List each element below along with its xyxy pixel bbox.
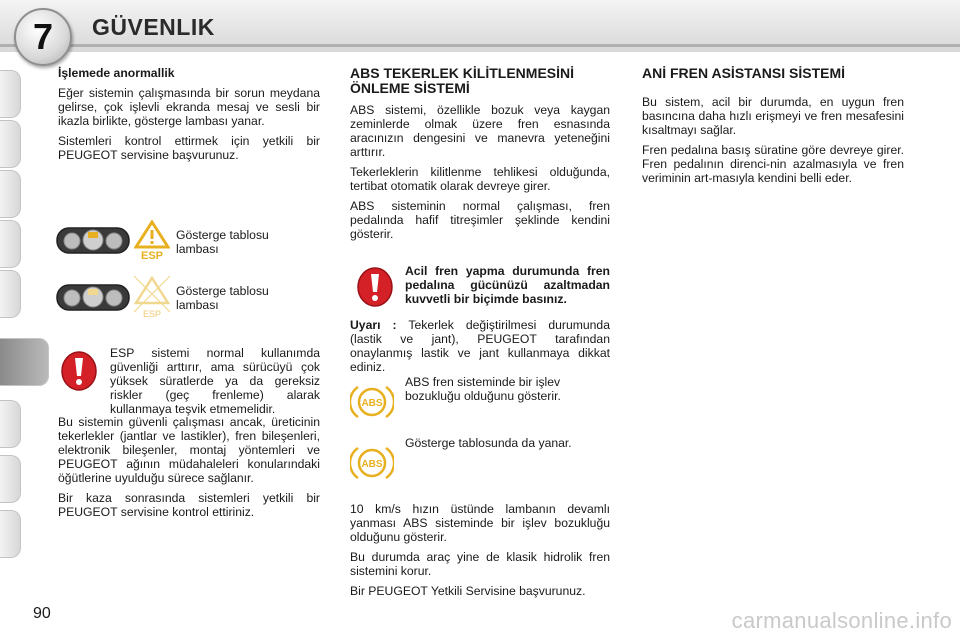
abs-icon-label: ABS [361, 398, 383, 409]
middle-column-lower [350, 502, 610, 604]
esp-off-icon [130, 272, 174, 320]
instrument-cluster-icon [56, 226, 130, 256]
chapter-tab-8[interactable] [0, 400, 21, 448]
page-number: 90 [33, 605, 51, 622]
paragraph: 10 km/s hızın üstünde lambanın devamlı yanması ABS sisteminde bir işlev bozukluğu olduğunu gösterir. [350, 502, 610, 544]
warning-exclamation-icon [356, 266, 394, 308]
paragraph: Tekerleklerin kilitlenme tehlikesi olduğunda, tertibat otomatik olarak devreye girer. [350, 165, 610, 193]
instrument-cluster-icon [56, 283, 130, 313]
abs-warning-icon [350, 442, 394, 484]
chapter-tab-2[interactable] [0, 120, 21, 168]
esp-warning-icon [134, 220, 170, 260]
lamp-label: Gösterge tablosu lambası [176, 284, 269, 312]
esp-icon-label: ESP [142, 309, 162, 319]
paragraph: Bu durumda araç yine de klasik hidrolik fren sistemini korur. [350, 550, 610, 578]
paragraph: Bu sistemin güvenli çalışması ancak, üreticinin tekerlekler (jantlar ve lastikler), fren bileşenleri, elektronik bileşenler, montaj yöntemleri ve PEUGEOT ağının müdahaleleri konularındaki öğütlerine uyulduğu sürece sağlanır. [58, 415, 320, 485]
chapter-tab-9[interactable] [0, 455, 21, 503]
caution-label: Uyarı : [350, 318, 397, 332]
warning-exclamation-icon [60, 350, 98, 392]
middle-column [350, 66, 610, 247]
esp-icon-label: ESP [140, 250, 164, 260]
right-column [642, 66, 904, 191]
watermark: carmanualsonline.info [731, 608, 952, 633]
esp-warning-text: ESP sistemi normal kullanımda güvenliği arttırır, ama sürücüyü çok yüksek süratlerde ya da gereksiz riskler (geç frenleme) alarak kullanmaya teşvik etmemelidir. [110, 346, 320, 416]
section-heading: ANİ FREN ASİSTANSI SİSTEMİ [642, 65, 846, 81]
chapter-tab-10[interactable] [0, 510, 21, 558]
paragraph: ABS sisteminin normal çalışması, fren pedalında hafif titreşimler şeklinde kendini gösterir. [350, 199, 610, 241]
header-divider [0, 44, 960, 47]
abs-lamp-description: ABS fren sisteminde bir işlev bozukluğu olduğunu gösterir. [405, 375, 561, 403]
section-heading: ABS TEKERLEK KİLİTLENMESİNİ ÖNLEME SİSTEMİ [350, 65, 575, 96]
paragraph: Bu sistem, acil bir durumda, en uygun fren basıncına daha hızlı erişmeyi ve fren mesafesini kısaltmayı sağlar. [642, 95, 904, 137]
chapter-tab-7-active[interactable] [0, 338, 49, 386]
paragraph: ABS sistemi, özellikle bozuk veya kaygan zeminlerde olmak üzere fren esnasında aracınızın dengesini ve manevra yeteneğini arttırır. [350, 103, 610, 159]
paragraph: Bir kaza sonrasında sistemleri yetkili bir PEUGEOT servisine kontrol ettiriniz. [58, 491, 320, 519]
lamp-label: Gösterge tablosu lambası [176, 228, 269, 256]
page-title: GÜVENLIK [92, 14, 215, 40]
abs-warning-icon [350, 381, 394, 423]
chapter-tab-3[interactable] [0, 170, 21, 218]
chapter-tab-5[interactable] [0, 270, 21, 318]
paragraph: Fren pedalına basış süratine göre devreye girer. Fren pedalının direnci-nin azalmasıyla ve fren veriminin art-masıyla kendini belli eder. [642, 143, 904, 185]
caution-text: Tekerlek değiştirilmesi durumunda (lastik ve jant), PEUGEOT tarafından onaylanmış lastik ve jant kullanmaya dikkat ediniz. [350, 318, 610, 374]
abs-icon-label: ABS [361, 459, 383, 470]
paragraph: Bir PEUGEOT Yetkili Servisine başvurunuz. [350, 584, 586, 598]
emergency-brake-warning: Acil fren yapma durumunda fren pedalına gücünüzü azaltmadan kuvvetli bir biçimde basınız. [405, 264, 610, 306]
paragraph: Eğer sistemin çalışmasında bir sorun meydana gelirse, çok işlevli ekranda mesaj ve sesli bir ikazla birlikte, gösterge lambası yanar. [58, 86, 320, 128]
chapter-tab-1[interactable] [0, 70, 21, 118]
left-column [58, 66, 320, 168]
abs-lamp-dashboard-note: Gösterge tablosunda da yanar. [405, 436, 572, 450]
left-column-lower [58, 415, 320, 525]
chapter-tab-4[interactable] [0, 220, 21, 268]
caution-paragraph [350, 318, 610, 374]
chapter-number-badge: 7 [14, 8, 72, 66]
section-subtitle: İşlemede anormallik [58, 66, 175, 80]
paragraph: Sistemleri kontrol ettirmek için yetkili bir PEUGEOT servisine başvurunuz. [58, 134, 320, 162]
